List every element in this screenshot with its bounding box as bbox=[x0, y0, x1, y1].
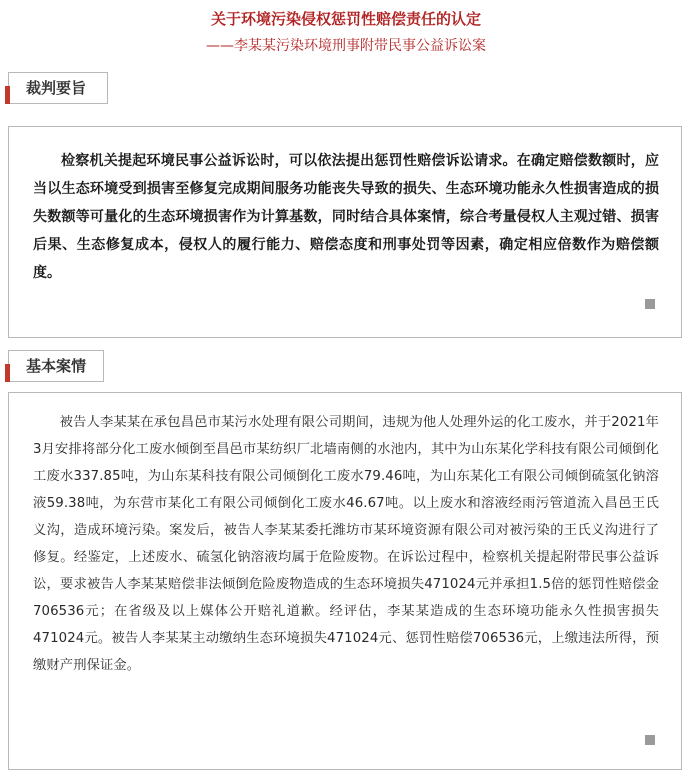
page-title: 关于环境污染侵权惩罚性赔偿责任的认定 bbox=[210, 10, 481, 28]
section-tag-ruling-gist bbox=[8, 72, 108, 106]
tag-accent-bar bbox=[5, 86, 10, 104]
section-label: 裁判要旨 bbox=[26, 79, 87, 97]
ruling-gist-panel bbox=[8, 126, 682, 338]
square-end-mark-icon bbox=[645, 299, 655, 309]
section-label: 基本案情 bbox=[26, 357, 87, 375]
basic-facts-text: 被告人李某某在承包昌邑市某污水处理有限公司期间，违规为他人处理外运的化工废水，并于2021年3月安排将部分化工废水倾倒至昌邑市某纺织厂北墙南侧的水池内，其中为山东某化学科技有限公司倾倒化工废水337.85吨，为山东某科技有限公司倾倒化工废水79.46吨，为山东某化工有限公司倾倒硫氢化钠溶液59.38吨，为东营市某化工有限公司倾倒化工废水46.67吨。以上废水和溶液经雨污管道流入昌邑王氏义沟，造成环境污染。案发后，被告人李某某委托潍坊市某环境资源有限公司对被污染的王氏义沟进行了修复。经鉴定，上述废水、硫氢化钠溶液均属于危险废物。在诉讼过程中，检察机关提起附带民事公益诉讼，要求被告人李某某赔偿非法倾倒危险废物造成的生态环境损失471024元并承担1.5倍的惩罚性赔偿金706536元；在省级及以上媒体公开赔礼道歉。经评估，李某某造成的生态环境功能永久性损害损失471024元。被告人李某某主动缴纳生态环境损失471024元、惩罚性赔偿706536元，上缴违法所得，预缴财产刑保证金。 bbox=[33, 415, 659, 673]
basic-facts-panel bbox=[8, 392, 682, 770]
square-end-mark-icon bbox=[645, 735, 655, 745]
page-subtitle: ——李某某污染环境刑事附带民事公益诉讼案 bbox=[206, 38, 486, 54]
tag-accent-bar bbox=[5, 364, 10, 382]
section-tag-basic-facts bbox=[8, 350, 104, 384]
ruling-gist-text: 检察机关提起环境民事公益诉讼时，可以依法提出惩罚性赔偿诉讼请求。在确定赔偿数额时，应当以生态环境受到损害至修复完成期间服务功能丧失导致的损失、生态环境功能永久性损害造成的损失数额等可量化的生态环境损害作为计算基数，同时结合具体案情，综合考量侵权人主观过错、损害后果、生态修复成本，侵权人的履行能力、赔偿态度和刑事处罚等因素，确定相应倍数作为赔偿额度。 bbox=[33, 153, 659, 281]
